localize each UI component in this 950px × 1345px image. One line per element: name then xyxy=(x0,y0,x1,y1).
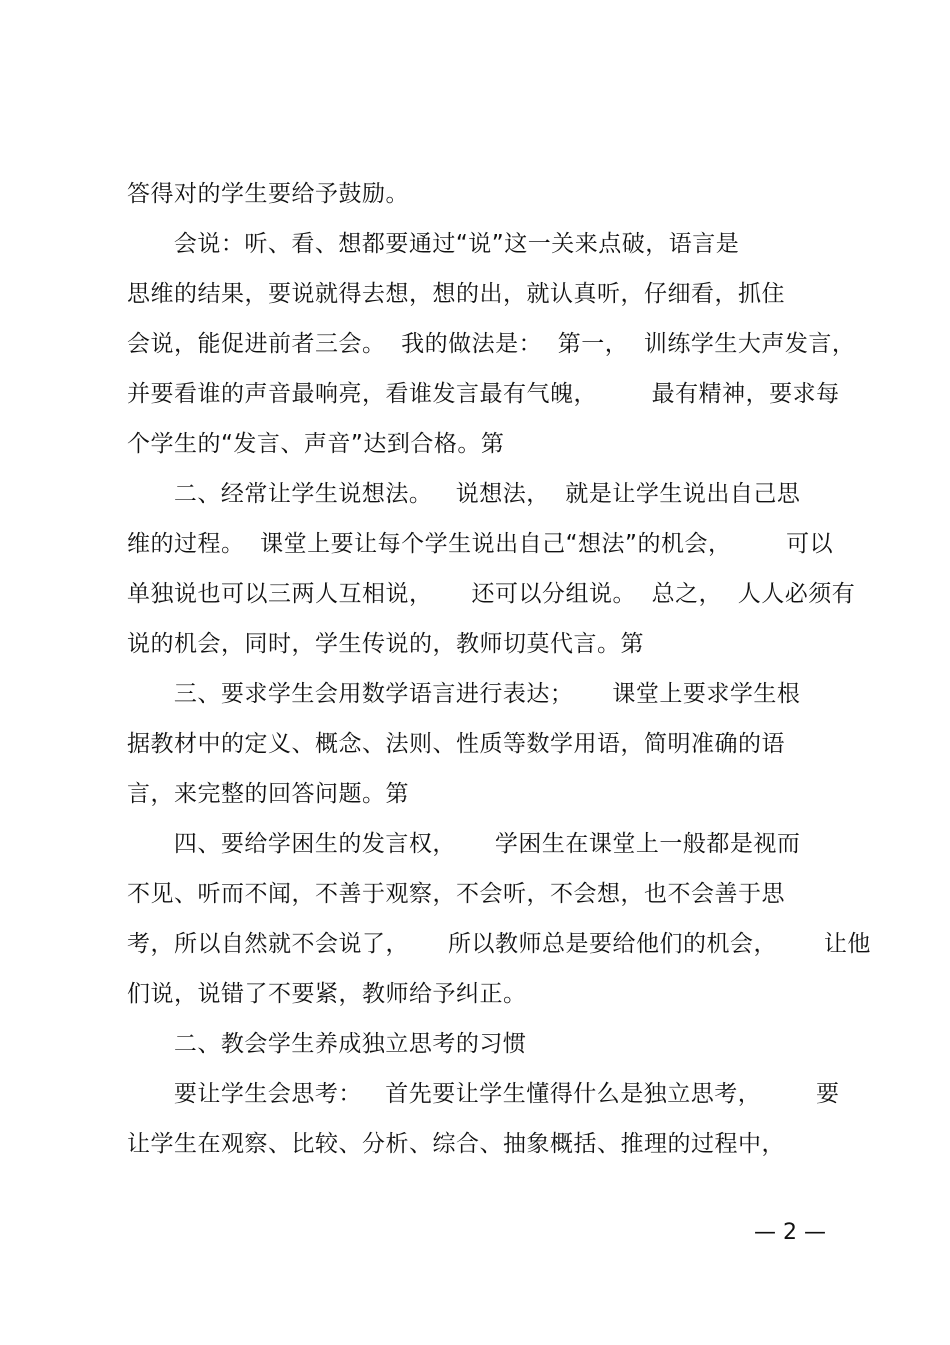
text-line: 不见、听而不闻，不善于观察，不会听，不会想，也不会善于思 xyxy=(127,881,785,907)
text-line: 单独说也可以三两人互相说， 还可以分组说。 总之， 人人必须有 xyxy=(127,581,856,607)
text-line: 答得对的学生要给予鼓励。 xyxy=(127,181,409,207)
text-line: 三、要求学生会用数学语言进行表达； 课堂上要求学生根 xyxy=(127,681,801,707)
text-line: 据教材中的定义、概念、法则、性质等数学用语，简明准确的语 xyxy=(127,731,785,757)
text-line: 会说，能促进前者三会。 我的做法是： 第一， 训练学生大声发言， xyxy=(127,331,856,357)
text-line: 维的过程。 课堂上要让每个学生说出自己“想法”的机会， 可以 xyxy=(127,531,834,557)
page-number: — 2 — xyxy=(754,1220,826,1245)
text-line: 们说，说错了不要紧，教师给予纠正。 xyxy=(127,981,527,1007)
text-line: 考，所以自然就不会说了， 所以教师总是要给他们的机会， 让他 xyxy=(127,931,871,957)
text-line: 要让学生会思考： 首先要让学生懂得什么是独立思考， 要 xyxy=(127,1081,840,1107)
text-line: 说的机会，同时，学生传说的，教师切莫代言。第 xyxy=(127,631,644,657)
text-line: 并要看谁的声音最响亮，看谁发言最有气魄， 最有精神，要求每 xyxy=(127,381,840,407)
section-heading: 二、教会学生养成独立思考的习惯 xyxy=(127,1031,527,1057)
text-line: 四、要给学困生的发言权， 学困生在课堂上一般都是视而 xyxy=(127,831,801,857)
text-line: 思维的结果，要说就得去想，想的出，就认真听，仔细看，抓住 xyxy=(127,281,785,307)
text-line: 让学生在观察、比较、分析、综合、抽象概括、推理的过程中， xyxy=(127,1131,785,1157)
text-line: 个学生的“发言、声音”达到合格。第 xyxy=(127,431,505,457)
text-line: 二、经常让学生说想法。 说想法， 就是让学生说出自己思 xyxy=(127,481,801,507)
text-line: 言，来完整的回答问题。第 xyxy=(127,781,409,807)
text-line: 会说：听、看、想都要通过“说”这一关来点破，语言是 xyxy=(127,231,740,257)
